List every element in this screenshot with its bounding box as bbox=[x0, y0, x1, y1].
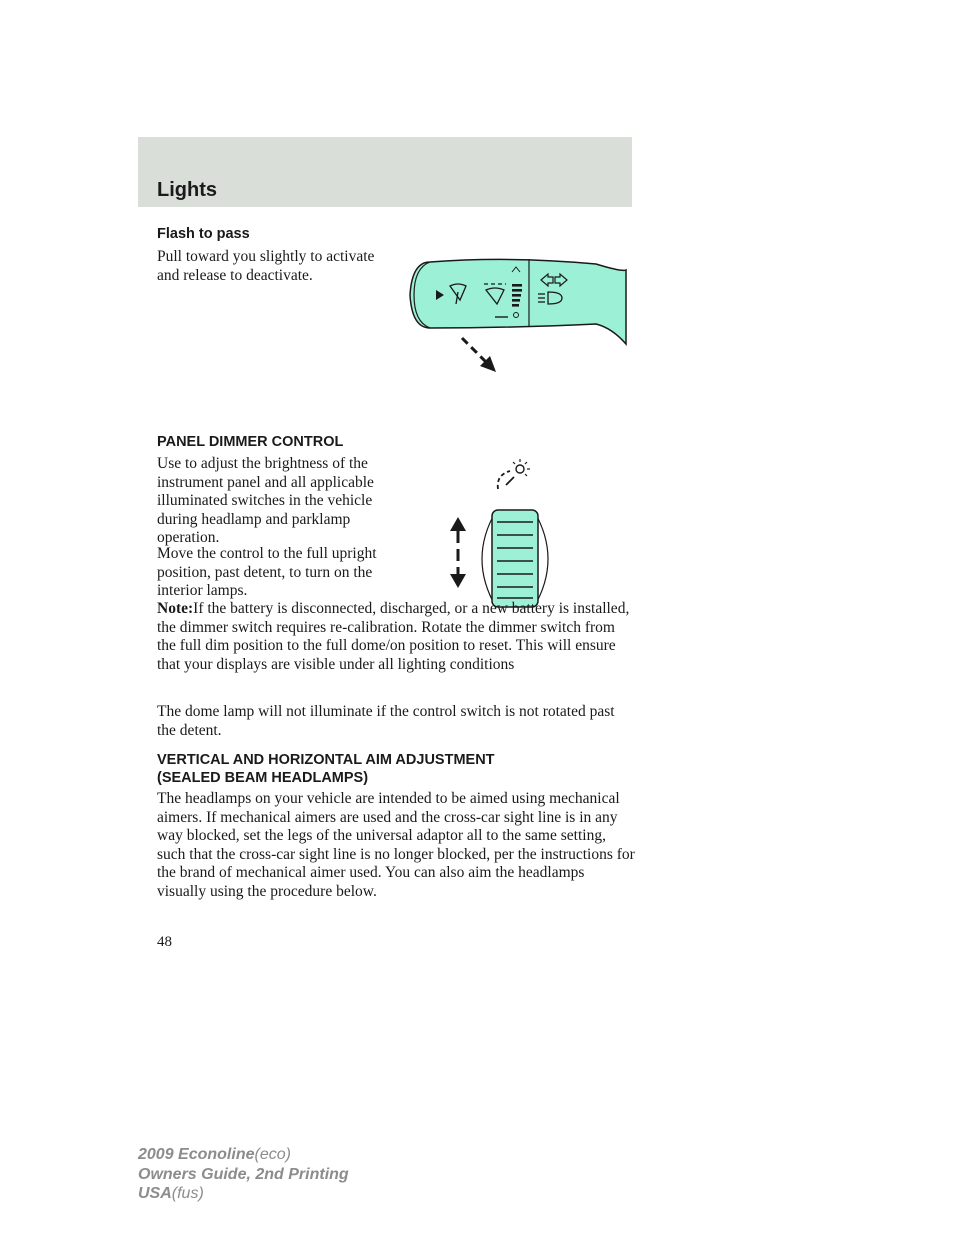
section-header-band bbox=[138, 137, 632, 207]
instrument-illumination-icon bbox=[498, 459, 530, 489]
note-label: Note: bbox=[157, 600, 194, 617]
panel-dimmer-note bbox=[157, 600, 637, 674]
footer-line-2: Owners Guide, 2nd Printing bbox=[138, 1165, 349, 1183]
footer-line-1: 2009 Econoline(eco) bbox=[138, 1146, 291, 1163]
pull-direction-arrow-icon bbox=[462, 338, 496, 372]
aim-adjustment-heading-line-2: (SEALED BEAM HEADLAMPS) bbox=[157, 770, 369, 786]
aim-adjustment-heading-line-1: VERTICAL AND HORIZONTAL AIM ADJUSTMENT bbox=[157, 752, 495, 768]
page-number: 48 bbox=[157, 934, 172, 950]
flash-to-pass-text: Pull toward you slightly to activate and release to deactivate. bbox=[157, 248, 375, 284]
up-down-arrow-icon bbox=[450, 517, 466, 588]
section-title: Lights bbox=[157, 179, 217, 201]
flash-to-pass-heading: Flash to pass bbox=[157, 226, 250, 242]
aim-adjustment-text: The headlamps on your vehicle are intended to be aimed using mechanical aimers. If mechanical aimers are used and the cross-car sight line is in any way blocked, set the legs of the universal adaptor all to the same setting, such that the cross-car sight line is no longer blocked, per the instructions for the brand of mechanical aimer used. You can also aim the headlamps visually using the procedure below. bbox=[157, 790, 635, 900]
footer-line-3: USA(fus) bbox=[138, 1185, 204, 1202]
panel-dimmer-paragraph-1: Use to adjust the brightness of the instrument panel and all applicable illuminated switches in the vehicle during headlamp and parklamp operation. bbox=[157, 455, 374, 547]
dimmer-thumbwheel-illustration bbox=[440, 455, 560, 615]
document-footer bbox=[138, 1145, 349, 1204]
multifunction-lever-illustration bbox=[400, 248, 632, 376]
note-text: If the battery is disconnected, discharged, or a new battery is installed, the dimmer switch requires re-calibration. Rotate the dimmer switch from the full dim position to the full dome/on position to reset. This will ensure that your displays are visible under all lighting conditions bbox=[157, 600, 630, 673]
panel-dimmer-paragraph-3: The dome lamp will not illuminate if the control switch is not rotated past the detent. bbox=[157, 703, 615, 739]
panel-dimmer-paragraph-2: Move the control to the full upright position, past detent, to turn on the interior lamps. bbox=[157, 545, 377, 600]
panel-dimmer-heading: PANEL DIMMER CONTROL bbox=[157, 434, 344, 450]
